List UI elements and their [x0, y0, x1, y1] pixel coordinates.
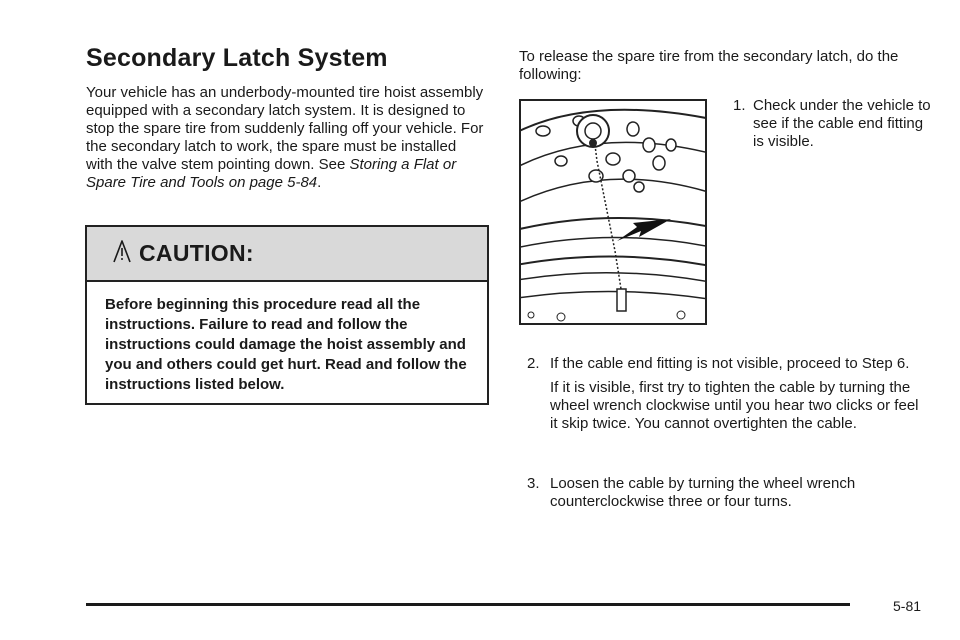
spare-tire-illustration	[519, 99, 707, 325]
caution-box	[85, 225, 489, 405]
section-title: Secondary Latch System	[86, 44, 388, 72]
caution-body	[87, 282, 487, 395]
caution-header	[87, 227, 487, 282]
procedure-intro: To release the spare tire from the secondary latch, do the following:	[519, 48, 899, 83]
tire-hoist-drawing	[521, 101, 705, 323]
step-3-number: 3.	[527, 475, 540, 492]
step-3	[527, 475, 927, 511]
page-number: 5-81	[893, 598, 922, 614]
caution-text: Before beginning this procedure read all the instructions. Failure to read and follow the instructions could damage the hoist assembly and you and others could get hurt. Read and follow the instructions listed below.	[105, 296, 467, 393]
intro-paragraph	[86, 84, 486, 192]
cross-reference-link[interactable]: Storing a Flat or Spare Tire and Tools on page 5-84	[86, 156, 457, 191]
step-2	[527, 355, 927, 433]
step-3-text: Loosen the cable by turning the wheel wrench counterclockwise three or four turns.	[550, 475, 856, 510]
intro-end: .	[317, 174, 322, 191]
step-1	[733, 97, 933, 151]
intro-text: Your vehicle has an underbody-mounted tire hoist assembly equipped with a secondary latch system. It is designed to stop the spare tire from suddenly falling off your vehicle. For the secondary latch to work, the spare must be installed with the valve stem pointing down. See	[86, 84, 484, 173]
step-1-number: 1.	[733, 97, 746, 114]
step-2-number: 2.	[527, 355, 540, 372]
step-2-text: If the cable end fitting is not visible, proceed to Step 6.	[550, 355, 910, 372]
caution-triangle-icon	[111, 238, 133, 264]
step-2-subtext: If it is visible, first try to tighten the cable by turning the wheel wrench clockwise until you hear two clicks or feel it skip twice. You cannot overtighten the cable.	[550, 379, 919, 432]
caution-title: CAUTION:	[139, 240, 254, 266]
footer-divider	[86, 603, 850, 606]
step-1-text: Check under the vehicle to see if the cable end fitting is visible.	[753, 97, 931, 150]
